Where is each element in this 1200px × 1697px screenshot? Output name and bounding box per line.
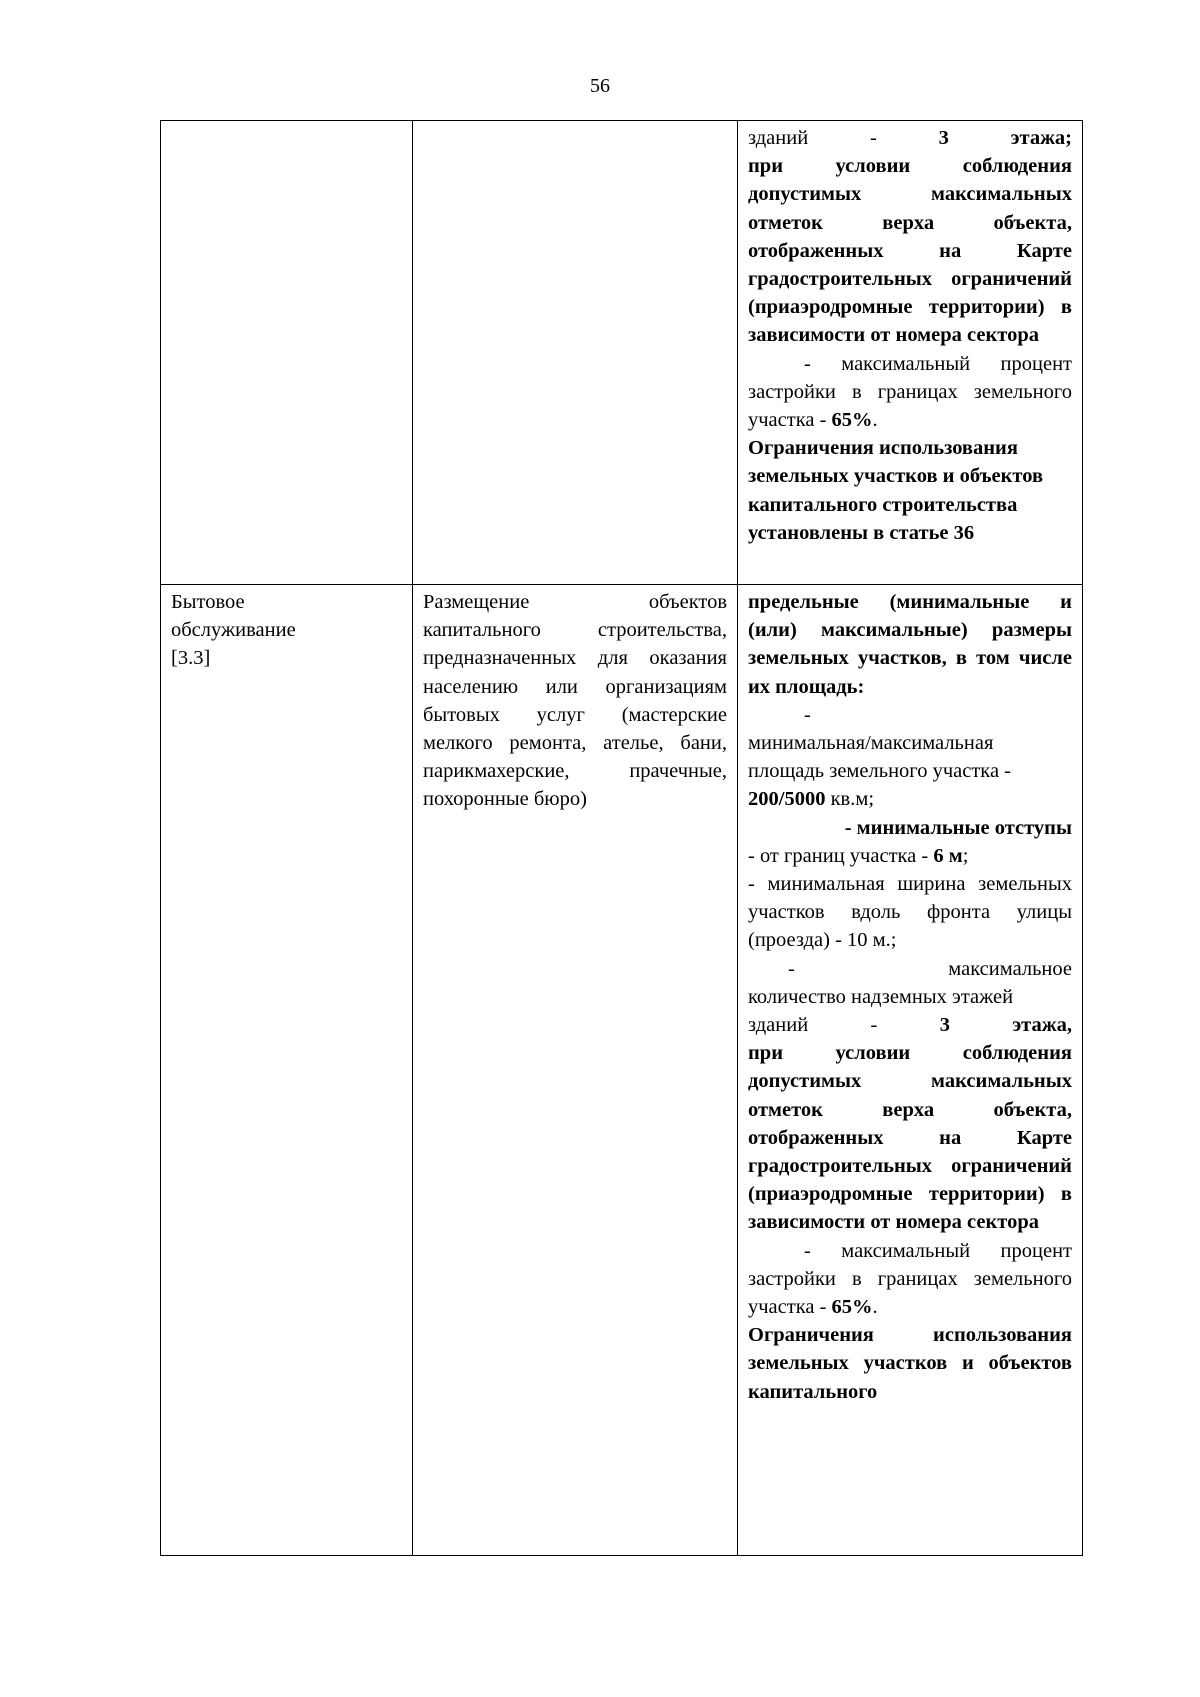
floors-line: зданий - 3 этажа; [748, 127, 1073, 149]
row1-use-type-cell [161, 121, 413, 585]
page-number: 56 [590, 75, 610, 97]
setbacks-heading: - минимальные отступы [844, 816, 1072, 839]
regulations-table [160, 120, 1083, 1556]
table-row [161, 585, 1083, 1556]
floors-line-c: зданий - 3 этажа, [748, 1014, 1072, 1037]
build-percent-text: - максимальный процент застройки в границах земельного участка - 65%. [748, 352, 1072, 432]
use-type-name: Бытовое [171, 591, 245, 613]
use-type-code: [3.3] [171, 647, 211, 670]
row1-description-cell [413, 121, 738, 585]
airfield-condition-text-2: при условии соблюдения допустимых максимальных отметок верха объекта, отображенных на Карте градостроительных ограничений (приаэродромные территории) в зависимости от номера сектора [748, 1042, 1072, 1234]
row1-parameters-cell [738, 121, 1083, 585]
restrictions-text: Ограничения использования земельных участков и объектов капитального строительства установлены в статье 36 [748, 437, 1044, 544]
restrictions-text-2: Ограничения использования земельных участков и объектов капитального [748, 1324, 1072, 1403]
row2-description-cell [413, 585, 738, 1556]
row2-parameters-cell [738, 585, 1083, 1556]
border-setback-text: - от границ участка - 6 м; [748, 844, 969, 867]
row2-use-type-cell [161, 585, 413, 1556]
use-type-name-2: обслуживание [171, 619, 296, 642]
use-description: Размещение объектов капитального строительства, предназначенных для оказания населению или организациям бытовых услуг (мастерские мелкого ремонта, ателье, бани, парикмахерские, прачечные, похоронные бюро) [423, 591, 727, 811]
size-limits-heading: предельные (минимальные и (или) максимальные) размеры земельных участков, в том числе их площадь: [748, 591, 1072, 698]
table-row [161, 121, 1083, 585]
airfield-condition-text: при условии соблюдения допустимых максимальных отметок верха объекта, отображенных на Карте градостроительных ограничений (приаэродромные территории) в зависимости от номера сектора [748, 155, 1072, 347]
floors-line-a: - максимальное [788, 957, 1072, 980]
dash-line: - [804, 703, 811, 726]
area-text: минимальная/максимальная площадь земельного участка - 200/5000 кв.м; [748, 732, 1011, 811]
floors-line-b: количество надземных этажей [748, 985, 1014, 1008]
min-width-text: - минимальная ширина земельных участков вдоль фронта улицы (проезда) - 10 м.; [748, 873, 1072, 952]
build-percent-text-2: - максимальный процент застройки в границах земельного участка - 65%. [748, 1239, 1072, 1319]
